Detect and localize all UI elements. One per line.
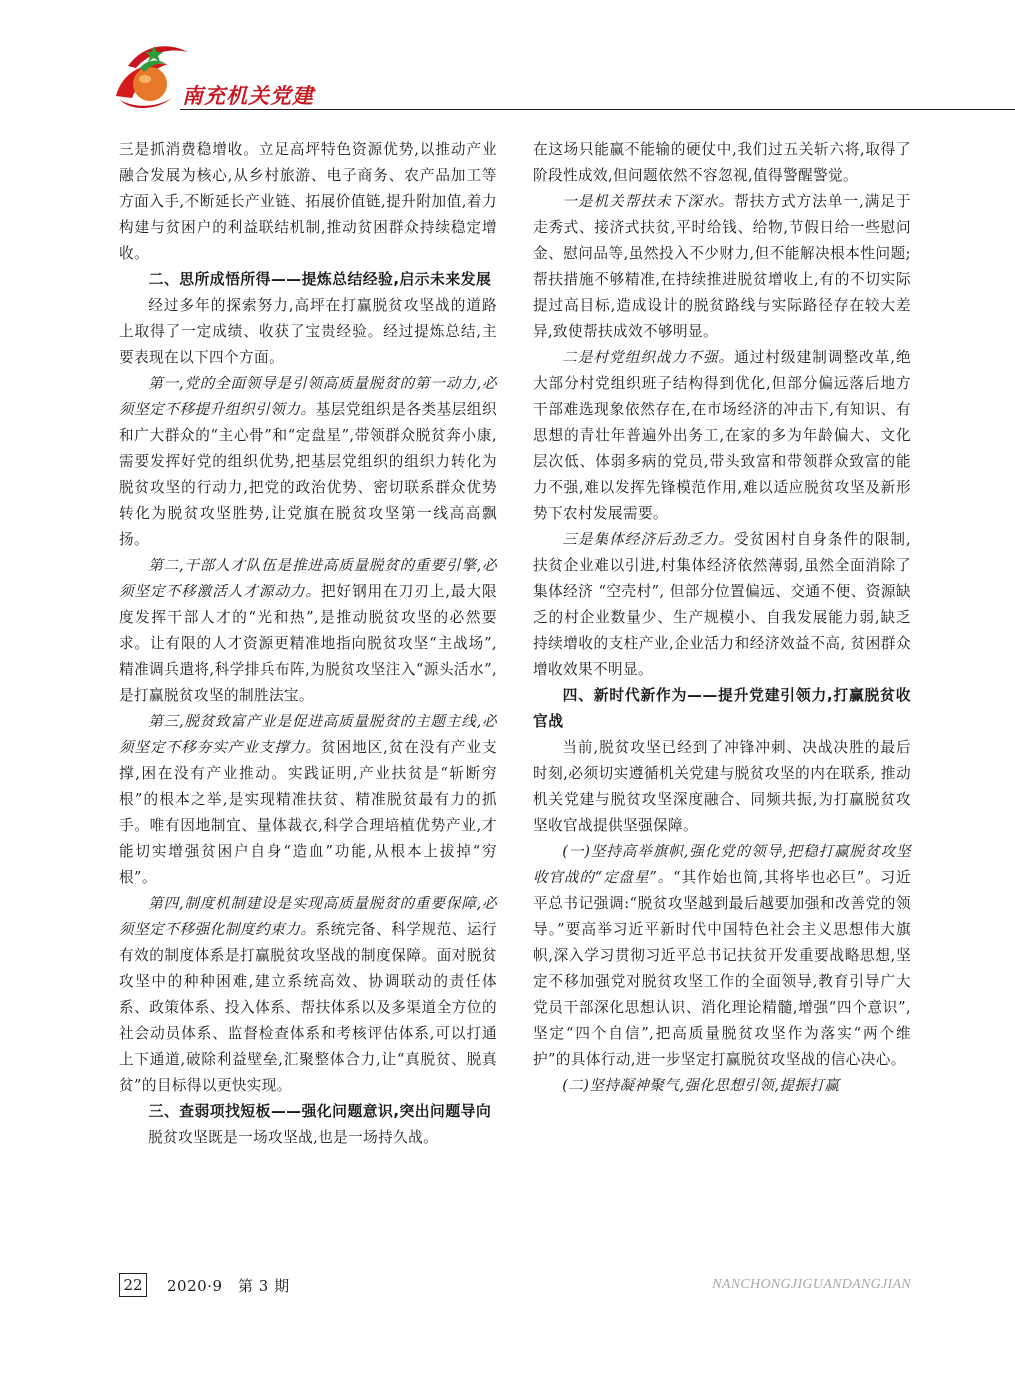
paragraph-text: 贫困地区,贫在没有产业支撑,困在没有产业推动。实践证明,产业扶贫是“斩断穷根”的根本之举,是实现精准扶贫、精准脱贫最有力的抓手。唯有因地制宜、量体裁衣,科学合理培植优势产业,才能切实增强贫困户自身“造血”功能,从根本上拔掉“穷根”。 — [119, 739, 497, 886]
footer-english-title: NANCHONGJIGUANDANGJIAN — [712, 1277, 911, 1292]
paragraph-text: 在这场只能赢不能输的硬仗中,我们过五关斩六将,取得了阶段性成效,但问题依然不容忽视,值得警醒警觉。 — [533, 141, 911, 184]
paragraph — [533, 189, 911, 345]
paragraph-text: 经过多年的探索努力,高坪在打赢脱贫攻坚战的道路上取得了一定成绩、收获了宝贵经验。经过提炼总结,主要表现在以下四个方面。 — [119, 297, 497, 366]
paragraph — [119, 1125, 497, 1151]
section-heading: 三、查弱项找短板——强化问题意识,突出问题导向 — [148, 1103, 492, 1120]
paragraph — [533, 1073, 911, 1099]
magazine-name: 南充机关党建 — [182, 84, 314, 108]
paragraph — [533, 839, 911, 1073]
paragraph-lead: 第一,党的全面领导是引领高质量脱贫的第一动力,必须坚定不移提升组织引领力。 — [119, 375, 497, 418]
paragraph-lead: 第二,干部人才队伍是推进高质量脱贫的重要引擎,必须坚定不移激活人才源动力。 — [119, 557, 497, 600]
paragraph — [119, 293, 497, 371]
paragraph — [533, 345, 911, 527]
paragraph-text: 把好钢用在刀刃上,最大限度发挥干部人才的“光和热”,是推动脱贫攻坚的必然要求。让有限的人才资源更精准地指向脱贫攻坚“主战场”,精准调兵遣将,科学排兵布阵,为脱贫攻坚注入“源头活水”,是打赢脱贫攻坚的制胜法宝。 — [119, 583, 497, 704]
paragraph-lead: 一是机关帮扶未下深水。 — [562, 193, 735, 210]
paragraph-text: 当前,脱贫攻坚已经到了冲锋冲刺、决战决胜的最后时刻,必须切实遵循机关党建与脱贫攻坚的内在联系, 推动机关党建与脱贫攻坚深度融合、同频共振,为打赢脱贫攻坚收官战提供坚强保障。 — [533, 739, 911, 834]
paragraph-lead: (一)坚持高举旗帜,强化党的领导,把稳打赢脱贫攻坚收官战的“定盘星”。 — [533, 843, 911, 886]
section-heading: 四、新时代新作为——提升党建引领力,打赢脱贫收官战 — [533, 687, 911, 730]
paragraph-text: 帮扶方式方法单一,满足于走秀式、接济式扶贫,平时给钱、给物,节假日给一些慰问金、慰问品等,虽然投入不少财力,但不能解决根本性问题;帮扶措施不够精准,在持续推进脱贫增收上,有的不切实际提过高目标,造成设计的脱贫路线与实际路径存在较大差异,致使帮扶成效不够明显。 — [533, 193, 911, 340]
page-footer — [0, 1270, 1015, 1310]
paragraph — [119, 137, 497, 267]
left-column — [119, 137, 497, 1151]
paragraph — [119, 371, 497, 553]
page-header — [0, 0, 1015, 120]
section-heading: 二、思所成悟所得——提炼总结经验,启示未来发展 — [148, 271, 492, 288]
paragraph-text: 系统完备、科学规范、运行有效的制度体系是打赢脱贫攻坚战的制度保障。面对脱贫攻坚中的种种困难,建立系统高效、协调联动的责任体系、政策体系、投入体系、帮扶体系以及多渠道全方位的社会动员体系、监督检查体系和考核评估体系,可以打通上下通道,破除利益壁垒,汇聚整体合力,让“真脱贫、脱真贫”的目标得以更快实现。 — [119, 921, 497, 1094]
right-column — [533, 137, 911, 1099]
paragraph-lead: 二是村党组织战力不强。 — [562, 349, 735, 366]
paragraph-lead: 第三,脱贫致富产业是促进高质量脱贫的主题主线,必须坚定不移夯实产业支撑力。 — [119, 713, 497, 756]
magazine-logo-icon — [110, 38, 190, 114]
paragraph-text: “其作始也简,其将毕也必巨”。习近平总书记强调:“脱贫攻坚越到最后越要加强和改善党的领导。”要高举习近平新时代中国特色社会主义思想伟大旗帜,深入学习贯彻习近平总书记扶贫开发重要战略思想,坚定不移加强党对脱贫攻坚工作的全面领导,教育引导广大党员干部深化思想认识、消化理论精髓,增强“四个意识”,坚定“四个自信”,把高质量脱贫攻坚作为落实“两个维护”的具体行动,进一步坚定打赢脱贫攻坚战的信心决心。 — [533, 869, 911, 1068]
paragraph — [119, 553, 497, 709]
paragraph — [119, 891, 497, 1099]
paragraph — [119, 709, 497, 891]
paragraph-text: 通过村级建制调整改革,绝大部分村党组织班子结构得到优化,但部分偏远落后地方干部难选现象依然存在,在市场经济的冲击下,有知识、有思想的青壮年普遍外出务工,在家的多为年龄偏大、文化层次低、体弱多病的党员,带头致富和带领群众致富的能力不强,难以发挥先锋模范作用,难以适应脱贫攻坚及新形势下农村发展需要。 — [533, 349, 911, 522]
paragraph-lead: (二)坚持凝神聚气,强化思想引领,提振打赢 — [562, 1077, 840, 1094]
paragraph-text: 脱贫攻坚既是一场攻坚战,也是一场持久战。 — [148, 1129, 439, 1146]
paragraph-text: 受贫困村自身条件的限制,扶贫企业难以引进,村集体经济依然薄弱,虽然全面消除了集体经济 “空壳村”, 但部分位置偏远、交通不便、资源缺乏的村企业数量少、生产规模小、自我发展能力弱,缺乏持续增收的支柱产业,企业活力和经济效益不高, 贫困群众增收效果不明显。 — [533, 531, 911, 678]
paragraph-text: 三是抓消费稳增收。立足高坪特色资源优势,以推动产业融合发展为核心,从乡村旅游、电子商务、农产品加工等方面入手,不断延长产业链、拓展价值链,提升附加值,着力构建与贫困户的利益联结机制,推动贫困群众持续稳定增收。 — [119, 141, 497, 262]
paragraph — [533, 735, 911, 839]
page-number: 22 — [119, 1273, 147, 1297]
paragraph-lead: 第四,制度机制建设是实现高质量脱贫的重要保障,必须坚定不移强化制度约束力。 — [119, 895, 497, 938]
paragraph-lead: 三是集体经济后劲乏力。 — [562, 531, 735, 548]
paragraph — [533, 527, 911, 683]
paragraph — [533, 137, 911, 189]
paragraph-text: 基层党组织是各类基层组织和广大群众的“主心骨”和“定盘星”,带领群众脱贫奔小康,需要发挥好党的组织优势,把基层党组织的组织力转化为脱贫攻坚的行动力,把党的政治优势、密切联系群众优势转化为脱贫攻坚胜势,让党旗在脱贫攻坚第一线高高飘扬。 — [119, 401, 497, 548]
header-rule — [180, 109, 1015, 110]
issue-info: 2020·9 第 3 期 — [167, 1277, 290, 1295]
